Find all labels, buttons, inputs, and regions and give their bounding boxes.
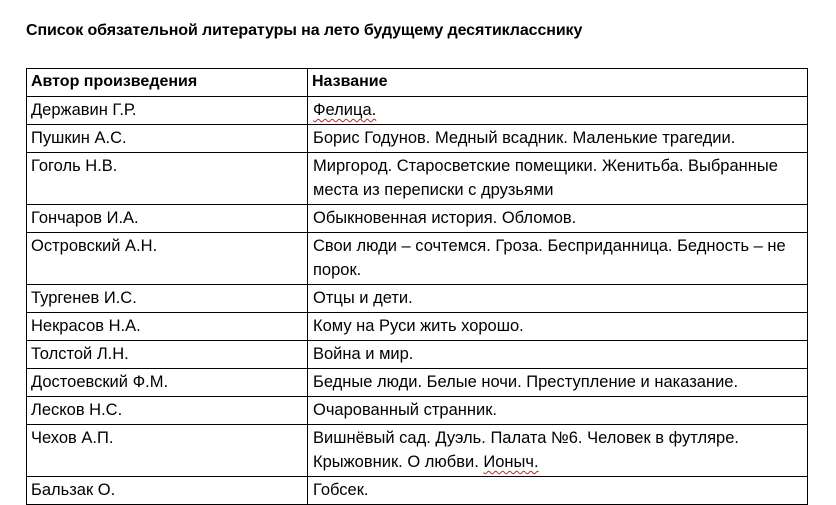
literature-table: [26, 68, 808, 505]
table-row: [27, 125, 808, 153]
title-cell: [308, 425, 808, 477]
title-cell: [308, 97, 808, 125]
author-cell: Гончаров И.А.: [27, 205, 308, 233]
title-text: Фелица.: [313, 101, 377, 119]
author-cell: Державин Г.Р.: [27, 97, 308, 125]
title-cell: Отцы и дети.: [308, 285, 808, 313]
author-cell: Чехов А.П.: [27, 425, 308, 477]
title-cell: Миргород. Старосветские помещики. Женитьба. Выбранные места из переписки с друзьями: [308, 153, 808, 205]
table-row: [27, 97, 808, 125]
title-cell: Бедные люди. Белые ночи. Преступление и наказание.: [308, 369, 808, 397]
header-title: Название: [308, 69, 808, 97]
title-cell: Война и мир.: [308, 341, 808, 369]
table-row: [27, 285, 808, 313]
author-cell: Лесков Н.С.: [27, 397, 308, 425]
table-row: [27, 153, 808, 205]
table-row: [27, 397, 808, 425]
table-row: [27, 369, 808, 397]
table-row: [27, 477, 808, 505]
table-header-row: [27, 69, 808, 97]
author-cell: Некрасов Н.А.: [27, 313, 308, 341]
title-text-flagged: Ионыч.: [483, 453, 539, 471]
table-row: [27, 313, 808, 341]
table-row: [27, 341, 808, 369]
title-cell: Кому на Руси жить хорошо.: [308, 313, 808, 341]
author-cell: Бальзак О.: [27, 477, 308, 505]
title-cell: Очарованный странник.: [308, 397, 808, 425]
title-cell: Гобсек.: [308, 477, 808, 505]
title-text-main: Вишнёвый сад. Дуэль. Палата №6. Человек в футляре. Крыжовник. О любви.: [313, 429, 739, 471]
table-row: [27, 205, 808, 233]
author-cell: Островский А.Н.: [27, 233, 308, 285]
author-cell: Достоевский Ф.М.: [27, 369, 308, 397]
table-row: [27, 233, 808, 285]
author-cell: Толстой Л.Н.: [27, 341, 308, 369]
title-cell: Борис Годунов. Медный всадник. Маленькие трагедии.: [308, 125, 808, 153]
author-cell: Гоголь Н.В.: [27, 153, 308, 205]
author-cell: Пушкин А.С.: [27, 125, 308, 153]
table-row: [27, 425, 808, 477]
title-cell: Обыкновенная история. Обломов.: [308, 205, 808, 233]
document-title: Список обязательной литературы на лето будущему десятикласснику: [26, 22, 583, 39]
header-author: Автор произведения: [27, 69, 308, 97]
title-cell: Свои люди – сочтемся. Гроза. Бесприданница. Бедность – не порок.: [308, 233, 808, 285]
author-cell: Тургенев И.С.: [27, 285, 308, 313]
